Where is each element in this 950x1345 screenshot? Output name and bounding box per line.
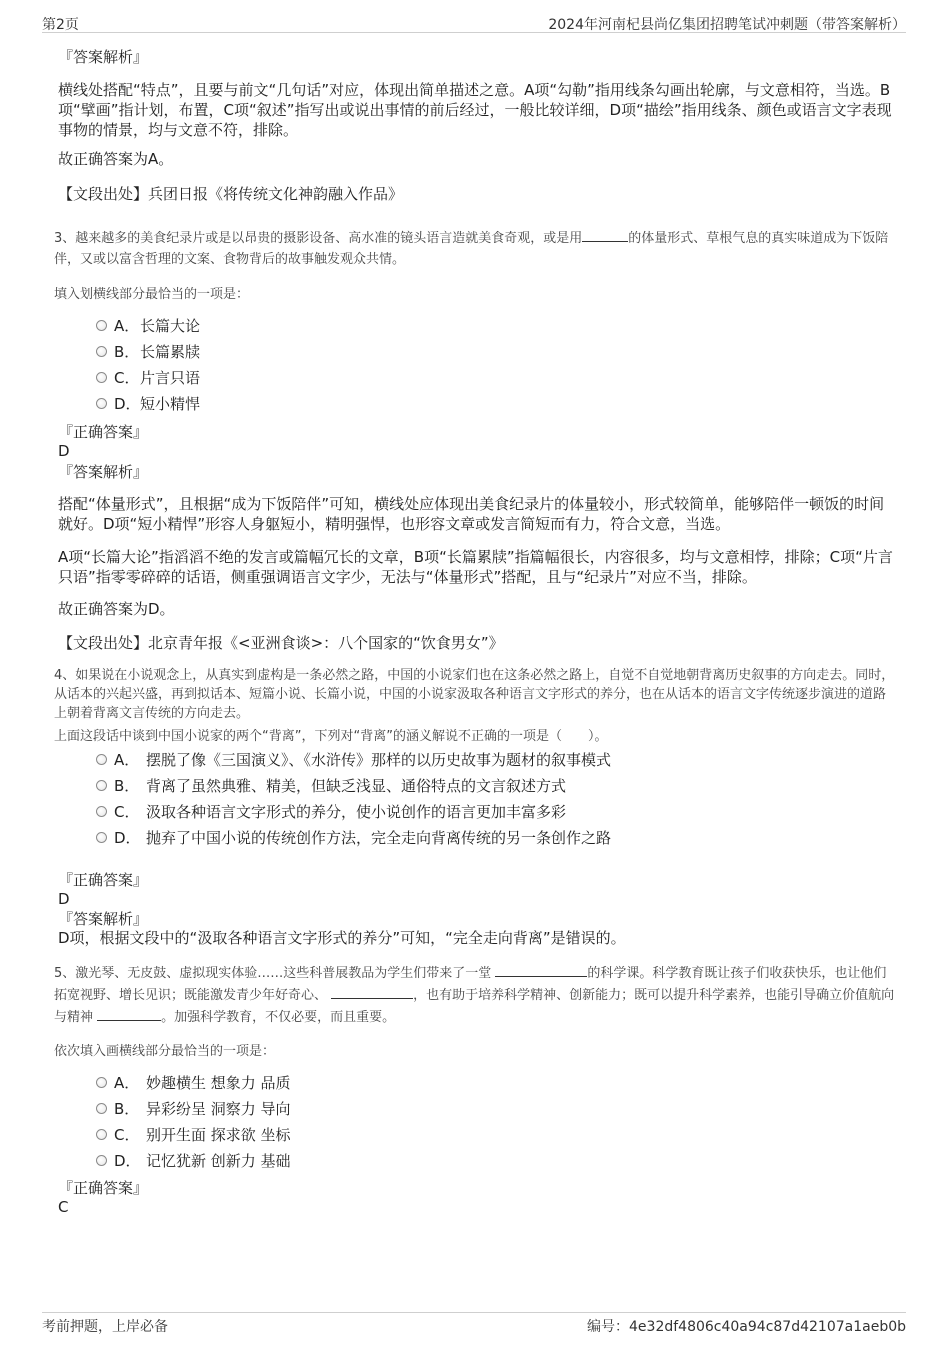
q5-answer: C [58,1198,69,1216]
footer-id: 编号：4e32df4806c40a94c87d42107a1aeb0b [587,1319,906,1335]
q3-stem: 3、越来越多的美食纪录片或是以昂贵的摄影设备、高水准的镜头语言造就美食奇观，或是用 的体量形式、草根气息的真实味道成为下饭陪伴，又或以富含哲理的文案、食物背后的故事触发观众共情。 [54,227,896,270]
q5-option-d[interactable]: D． 记忆犹新 创新力 基础 [96,1151,291,1171]
radio-icon[interactable] [96,754,107,765]
radio-icon[interactable] [96,780,107,791]
radio-icon[interactable] [96,1129,107,1140]
q5-option-c[interactable]: C． 别开生面 探求欲 坐标 [96,1125,291,1145]
radio-icon[interactable] [96,372,107,383]
q3-option-a[interactable]: A．长篇大论 [96,316,200,336]
q5-instruction: 依次填入画横线部分最恰当的一项是： [54,1044,276,1059]
q5-blank-1 [495,962,587,977]
q5-blank-3 [97,1006,161,1021]
radio-icon[interactable] [96,346,107,357]
q3-conclusion: 故正确答案为D。 [58,600,175,618]
q5-blank-2 [331,984,413,999]
q2-conclusion: 故正确答案为A。 [58,150,174,168]
q4-option-b[interactable]: B． 背离了虽然典雅、精美，但缺乏浅显、通俗特点的文言叙述方式 [96,776,566,796]
radio-icon[interactable] [96,1103,107,1114]
q3-option-d[interactable]: D．短小精悍 [96,394,200,414]
radio-icon[interactable] [96,320,107,331]
q3-answer: D [58,442,70,460]
q2-source: 【文段出处】兵团日报《将传统文化神韵融入作品》 [58,185,404,203]
page-header [42,8,906,33]
radio-icon[interactable] [96,832,107,843]
q4-stem: 4、如果说在小说观念上，从真实到虚构是一条必然之路，中国的小说家们也在这条必然之路上，自觉不自觉地朝背离历史叙事的方向走去。同时，从话本的兴起兴盛，再到拟话本、短篇小说、长篇小说，中国的小说家汲取各种语言文字形式的养分，也在从话本的语言文字传统逐步演进的道路上朝着背离文言传统的方向走去。 [54,668,895,721]
q3-blank [582,227,628,242]
q4-option-d[interactable]: D． 抛弃了中国小说的传统创作方法，完全走向背离传统的另一条创作之路 [96,828,611,848]
q5-option-a[interactable]: A． 妙趣横生 想象力 品质 [96,1073,291,1093]
q4-analysis-label: 『答案解析』 [58,910,149,928]
q3-source: 【文段出处】北京青年报《<亚洲食谈>：八个国家的“饮食男女”》 [58,634,504,652]
radio-icon[interactable] [96,1155,107,1166]
q4-correct-label: 『正确答案』 [58,871,149,889]
q5-correct-label: 『正确答案』 [58,1179,149,1197]
q3-analysis-p2: A项“长篇大论”指滔滔不绝的发言或篇幅冗长的文章，B项“长篇累牍”指篇幅很长，内容很多，均与文意相悖，排除；C项“片言只语”指零零碎碎的话语，侧重强调语言文字少，无法与“体量形式”搭配，且与“纪录片”对应不当，排除。 [58,548,893,586]
q3-correct-label: 『正确答案』 [58,423,149,441]
radio-icon[interactable] [96,1077,107,1088]
q5-option-b[interactable]: B． 异彩纷呈 洞察力 导向 [96,1099,291,1119]
radio-icon[interactable] [96,398,107,409]
q4-answer: D [58,890,70,908]
q2-analysis-text: 横线处搭配“特点”，且要与前文“几句话”对应，体现出简单描述之意。A项“勾勒”指用线条勾画出轮廓，与文意相符，当选。B项“擘画”指计划，布置，C项“叙述”指写出或说出事情的前后经过，一般比较详细，D项“描绘”指用线条、颜色或语言文字表现事物的情景，均与文意不符，排除。 [58,81,892,139]
q4-analysis-text: D项，根据文段中的“汲取各种语言文字形式的养分”可知，“完全走向背离”是错误的。 [58,929,626,947]
q3-option-c[interactable]: C．片言只语 [96,368,200,388]
q4-option-a[interactable]: A． 摆脱了像《三国演义》、《水浒传》那样的以历史故事为题材的叙事模式 [96,750,611,770]
q4-option-c[interactable]: C． 汲取各种语言文字形式的养分，使小说创作的语言更加丰富多彩 [96,802,566,822]
q3-analysis-label: 『答案解析』 [58,463,149,481]
q3-option-b[interactable]: B．长篇累牍 [96,342,200,362]
page-number: 第2页 [42,17,79,33]
page-footer [42,1312,906,1337]
q3-instruction: 填入划横线部分最恰当的一项是： [54,287,250,302]
q3-analysis-p1: 搭配“体量形式”，且根据“成为下饭陪伴”可知，横线处应体现出美食纪录片的体量较小，形式较简单，能够陪伴一顿饭的时间就好。D项“短小精悍”形容人身躯短小，精明强悍，也形容文章或发言简短而有力，符合文意，当选。 [58,495,885,533]
q5-stem: 5、激光琴、无皮鼓、虚拟现实体验……这些科普展教品为学生们带来了一堂 的科学课。科学教育既让孩子们收获快乐，也让他们拓宽视野、增长见识；既能激发青少年好奇心、 ，也有助于培养科学精神、创新能力；既可以提升科学素养，也能引导确立价值航向与精神 。加强科学教育，不仅必要，而且重要。 [54,962,896,1028]
footer-slogan: 考前押题，上岸必备 [42,1319,168,1335]
q2-analysis-label: 『答案解析』 [58,48,149,66]
document-title: 2024年河南杞县尚亿集团招聘笔试冲刺题（带答案解析） [548,17,906,33]
radio-icon[interactable] [96,806,107,817]
q4-question: 上面这段话中谈到中国小说家的两个“背离”，下列对“背离”的涵义解说不正确的一项是（ ）。 [54,729,608,744]
